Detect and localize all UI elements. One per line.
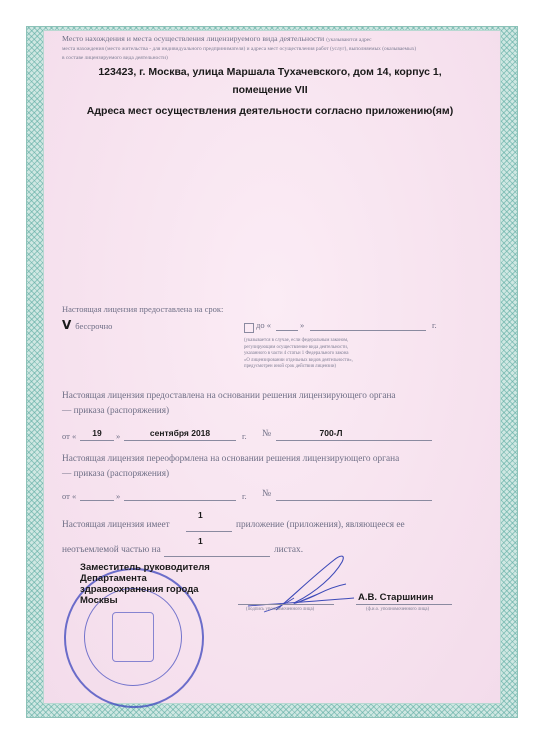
basis-month-line (124, 440, 236, 441)
place-note-1: (указываются адрес (326, 37, 372, 43)
basis-number-line (276, 440, 432, 441)
signatory-position-2: Департамента (80, 573, 147, 584)
term-indefinite-text: бессрочно (75, 321, 113, 331)
attachments-text-1b: приложение (приложения), являющееся ее (236, 520, 405, 530)
until-year: г. (432, 320, 437, 330)
place-label-text: Место нахождения и места осуществления лицензируемого вида деятельности (62, 34, 325, 43)
term-note-5: предусмотрен иной срок действия лицензии) (244, 364, 337, 369)
basis-day: 19 (92, 428, 102, 438)
attachment-pages: 1 (198, 536, 203, 546)
until-day-line (276, 330, 298, 331)
attachments-text-2a: неотъемлемой частью на (62, 545, 161, 555)
reissue-from: от « (62, 491, 77, 501)
basis-from: от « (62, 431, 77, 441)
reissue-number-sign: № (262, 489, 272, 499)
basis-year-suffix: г. (242, 431, 247, 441)
basis-quote-close: » (116, 431, 121, 441)
until-prefix: до « (256, 320, 271, 330)
reissue-label-1: Настоящая лицензия переоформлена на основании решения лицензирующего органа (62, 454, 400, 464)
basis-label-2: — приказа (распоряжения) (62, 406, 170, 416)
term-indefinite (62, 316, 112, 334)
signatory-position-1: Заместитель руководителя (80, 562, 210, 573)
basis-number-sign: № (262, 429, 272, 439)
signatory-name: А.В. Старшинин (358, 592, 434, 603)
name-note: (ф.и.о. уполномоченного лица) (366, 607, 430, 612)
signatory-position-3: здравоохранения города (80, 584, 199, 595)
address-line-2: помещение VII (232, 84, 308, 96)
signature-note: (подпись уполномоченного лица) (246, 607, 315, 612)
reissue-month-line (124, 500, 236, 501)
check-mark-icon: V (62, 318, 72, 332)
term-note-3: указанного в части 4 статьи 1 Федерального закона (244, 351, 349, 356)
name-line (356, 604, 452, 605)
attachment-count: 1 (198, 510, 203, 520)
place-label (62, 34, 372, 44)
reissue-day-line (80, 500, 114, 501)
reissue-label-2: — приказа (распоряжения) (62, 469, 170, 479)
term-label: Настоящая лицензия предоставлена на срок: (62, 304, 224, 314)
attachment-count-line (186, 531, 232, 532)
until-mid: » (300, 320, 305, 330)
term-note-4: «О лицензировании отдельных видов деятельности», (244, 357, 353, 363)
attachments-text-1a: Настоящая лицензия имеет (62, 520, 170, 530)
place-note-2: места нахождения (место жительства - для индивидуального предпринимателя) и адреса мест осуществления работ (услуг), выполняемых (оказываемых) (62, 46, 417, 52)
attachments-text-2b: листах. (274, 545, 304, 555)
basis-number: 700-Л (319, 428, 343, 438)
place-note-3: в составе лицензируемого вида деятельности) (62, 55, 168, 61)
addresses-heading: Адреса мест осуществления деятельности согласно приложению(ям) (86, 105, 454, 117)
term-note-1: (указывается в случае, если федеральным законом, (244, 338, 349, 343)
signature-line (238, 604, 334, 605)
signatory-position (80, 562, 210, 606)
until-date-line (310, 330, 426, 331)
address-line-1: 123423, г. Москва, улица Маршала Тухачевского, дом 14, корпус 1, (98, 66, 442, 78)
coat-of-arms-icon (112, 612, 154, 662)
basis-month-year: сентября 2018 (149, 428, 211, 438)
until-checkbox (244, 323, 254, 333)
reissue-number-line (276, 500, 432, 501)
basis-label-1: Настоящая лицензия предоставлена на основании решения лицензирующего органа (62, 391, 396, 401)
basis-day-line (80, 440, 114, 441)
term-note (244, 338, 424, 371)
term-note-2: регулирующим осуществление вида деятельности, (244, 344, 349, 350)
reissue-year-suffix: г. (242, 491, 247, 501)
signatory-position-4: Москвы (80, 595, 118, 606)
reissue-quote-close: » (116, 491, 121, 501)
